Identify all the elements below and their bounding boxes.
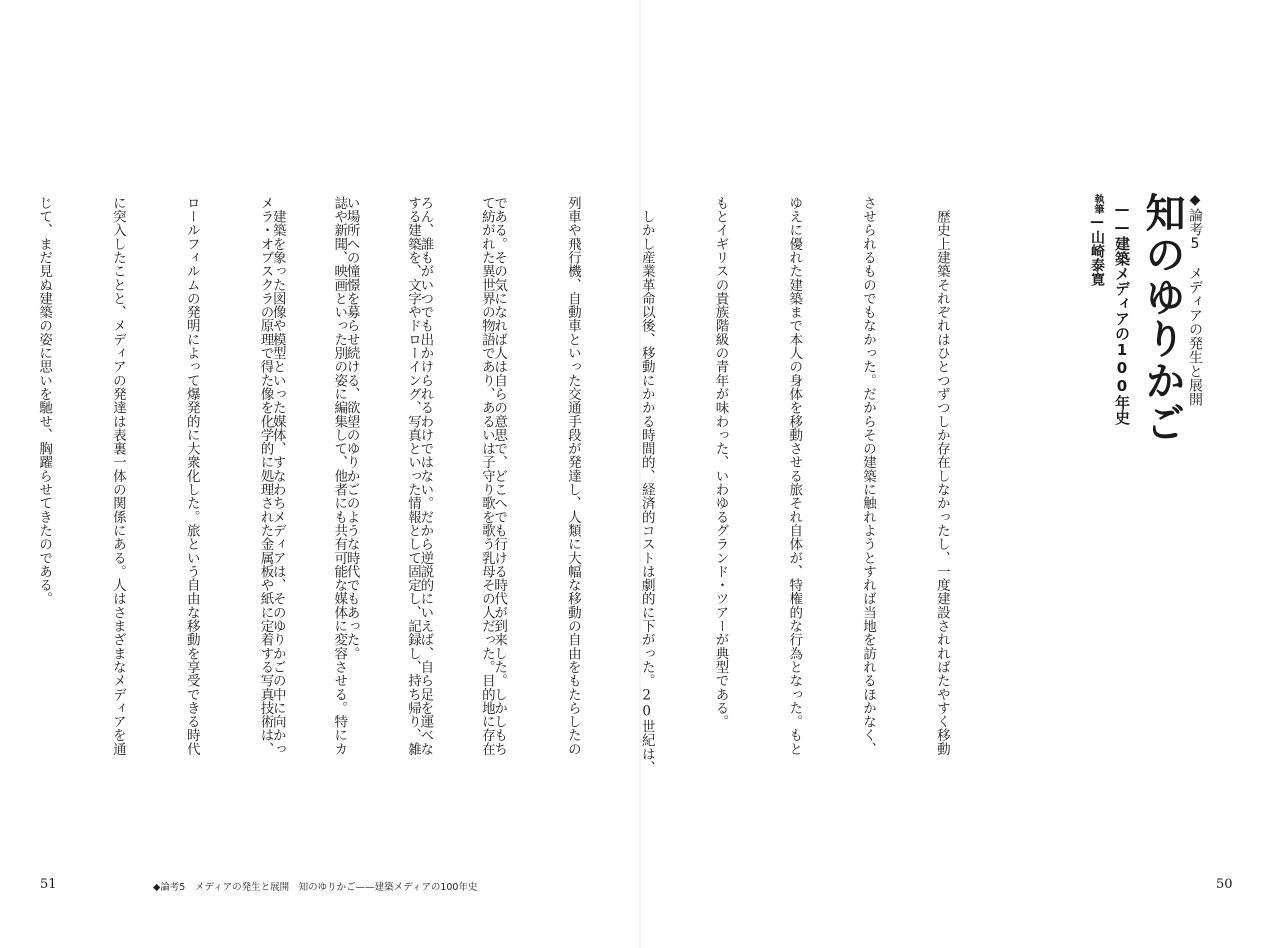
article-kicker: ◆論考5 メディアの発生と展開 [1187, 192, 1203, 406]
body-line: 建築を象った図像や模型といった媒体、すなわちメディアは、そのゆりかごの中に向かっ [269, 196, 286, 756]
body-line: じて、まだ見ぬ建築の姿に思いを馳せ、胸躍らせてきたのである。 [36, 196, 53, 606]
author-role: 執筆 [1092, 194, 1103, 214]
page-number-right: 50 [1216, 877, 1233, 892]
body-line: ロールフィルムの発明によって爆発的に大衆化した。旅という自由な移動を享受できる時代 [183, 196, 200, 756]
body-line: もとイギリスの貴族階級の青年が味わった、いわゆるグランド・ツアーが典型である。 [712, 196, 729, 729]
body-line: する建築を、文字やドローイング、写真といった情報として固定し、記録し、持ち帰り、雑 [405, 196, 422, 756]
page-number-left: 51 [40, 877, 57, 892]
body-line: に突入したことと、メディアの発達は表裏一体の関係にある。人はさまざまなメディアを通 [109, 196, 126, 756]
body-line: い場所への憧憬を募らせ続ける、欲望のゆりかごのような時代でもあった。 [343, 196, 360, 661]
article-subtitle: ——建築メディアの100年史 [1113, 200, 1131, 425]
body-line: メラ・オブスクラの原理で得た像を化学的に処理された金属板や紙に定着する写真技術は、 [257, 196, 274, 756]
body-line: 歴史上建築それぞれはひとつずつしか存在しなかったし、一度建設されればたやすく移動 [933, 196, 950, 756]
body-line: である。その気になれば人は自らの意思で、どこへでも行ける時代が到来した。しかしもち [491, 196, 508, 756]
article-title: 知のゆりかご [1139, 192, 1186, 444]
body-line: ゆえに優れた建築まで本人の身体を移動させる旅それ自体が、特権的な行為となった。もと [786, 196, 803, 756]
body-line: て紡がれた異世界の物語であり、あるいは子守り歌を歌う乳母その人だった。目的地に存在 [478, 196, 495, 756]
author-credit [1086, 194, 1108, 394]
body-line: ろん、誰もがいつでも出かけられるわけではない。だから逆説的にいえば、自ら足を運べな [417, 196, 434, 756]
body-line: させられるものでもなかった。だからその建築に触れようとすれば当地を訪れるほかなく、 [860, 196, 877, 756]
running-head: ◆論考5 メディアの発生と展開 知のゆりかご——建築メディアの100年史 [153, 882, 478, 893]
author-name: —山崎泰寛 [1089, 214, 1105, 286]
left-page-body [36, 196, 548, 816]
body-line: 誌や新聞、映画といった別の姿に編集して、他者にも共有可能な媒体に変容させる。特にカ [331, 196, 348, 756]
body-line: しかし産業革命以後、移動にかかる時間的、経済的コストは劇的に下がった。20世紀は、 [638, 196, 655, 775]
body-line: 列車や飛行機、自動車といった交通手段が発達し、人類に大幅な移動の自由をもたらしたの [564, 196, 581, 756]
